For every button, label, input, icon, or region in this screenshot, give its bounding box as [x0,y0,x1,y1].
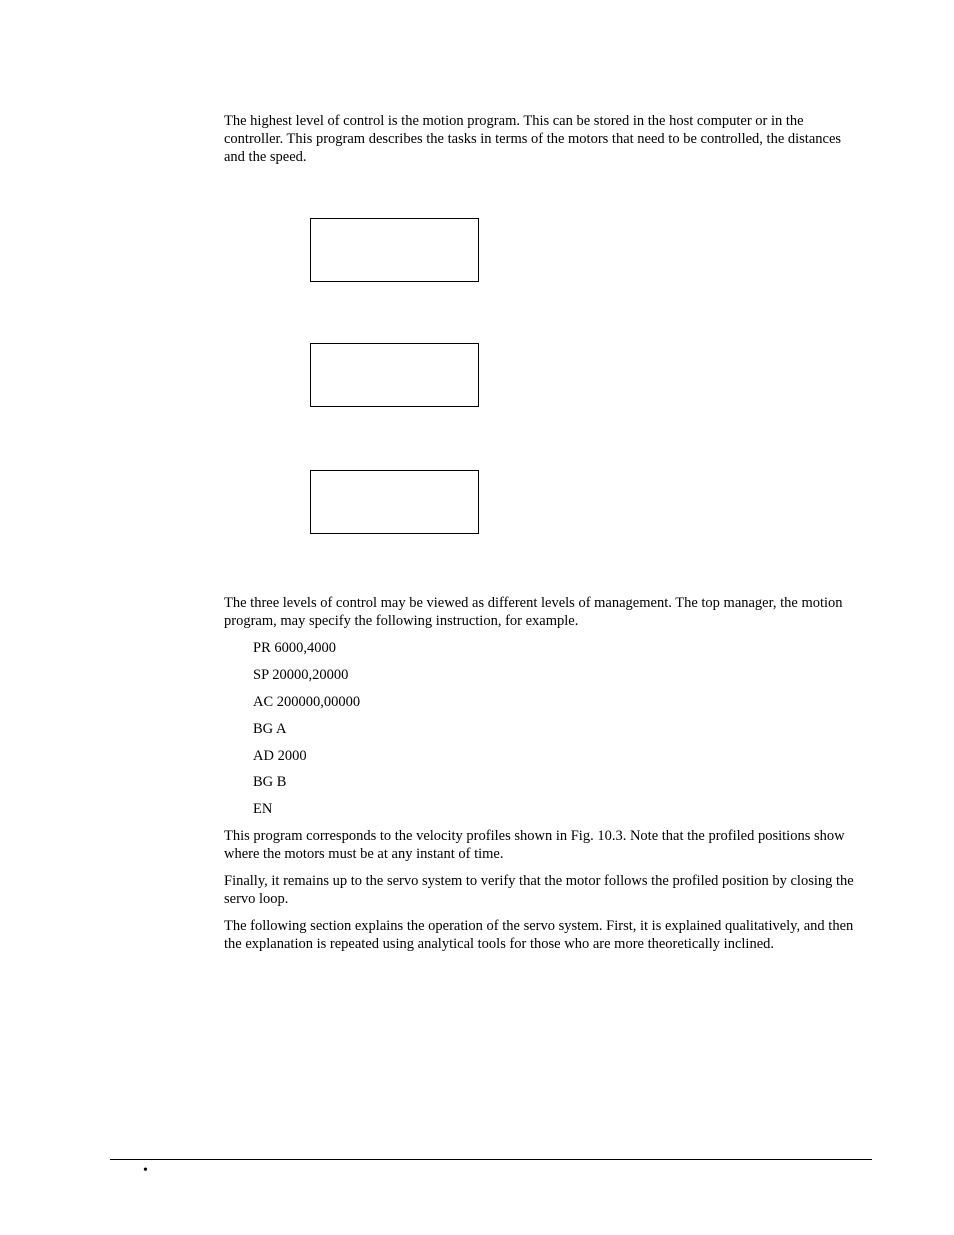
program-line-en: EN [253,801,273,817]
program-line-pr: PR 6000,4000 [253,640,336,656]
intro-paragraph: The highest level of control is the motion program. This can be stored in the host computer or in the controller. This program describes the tasks in terms of the motors that need to be controlled, the distances and the speed. [224,113,842,165]
footer-divider [110,1159,872,1160]
diagram-box-top [310,218,479,282]
footer-bullet: • [143,1163,148,1178]
velocity-paragraph: This program corresponds to the velocity profiles shown in Fig. 10.3. Note that the profiled positions show where the motors must be at any instant of time. [224,828,845,862]
program-line-ac: AC 200000,00000 [253,694,361,710]
levels-paragraph: The three levels of control may be viewed as different levels of management. The top manager, the motion program, may specify the following instruction, for example. [224,595,843,629]
program-line-bg-a: BG A [253,721,287,737]
servo-paragraph: Finally, it remains up to the servo system to verify that the motor follows the profiled position by closing the servo loop. [224,873,854,907]
program-line-sp: SP 20000,20000 [253,667,349,683]
diagram-box-bottom [310,470,479,534]
section-paragraph: The following section explains the operation of the servo system. First, it is explained qualitatively, and then the explanation is repeated using analytical tools for those who are more theoretically inclined. [224,918,854,952]
diagram-box-middle [310,343,479,407]
program-line-ad: AD 2000 [253,748,307,764]
program-line-bg-b: BG B [253,774,287,790]
